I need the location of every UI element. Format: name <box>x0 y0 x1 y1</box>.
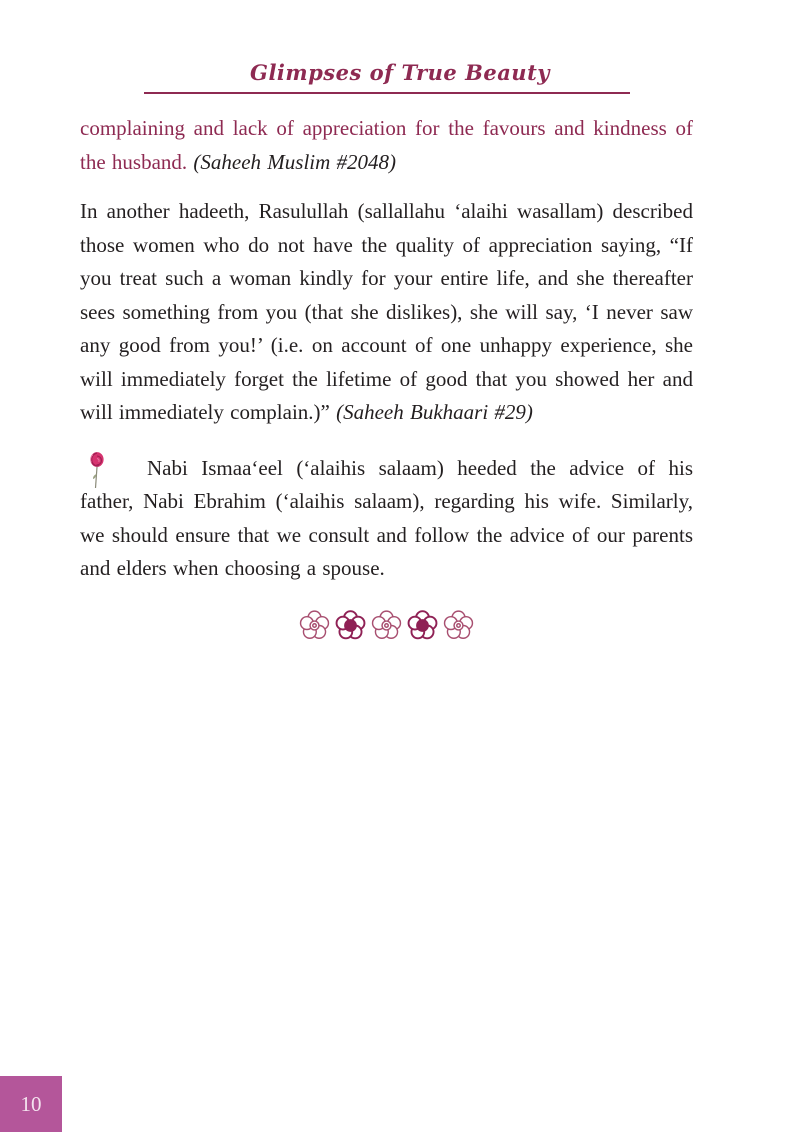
paragraph-text: Nabi Ismaa‘eel (‘alaihis salaam) heeded the advice of his father, Nabi Ebrahim (‘alaihis salaam), regarding his wife. Similarly, we should ensure that we consult and follow the advice of our parents and elders when choosing a spouse. <box>80 455 693 580</box>
header-rule <box>144 92 630 94</box>
page-number: 10 <box>20 1091 42 1116</box>
flower-outline-icon <box>371 610 402 641</box>
citation-saheeh-bukhaari: (Saheeh Bukhaari #29) <box>336 400 533 424</box>
page-content <box>80 112 693 641</box>
page-header <box>0 0 800 94</box>
page-number-badge <box>0 1076 62 1132</box>
paragraph-text: complaining and lack of appreciation for the favours and kindness of the husband. <box>80 116 693 174</box>
flower-outline-icon <box>299 610 330 641</box>
flower-filled-icon <box>407 610 438 641</box>
paragraph-hadith-muslim <box>80 112 693 179</box>
flower-filled-icon <box>335 610 366 641</box>
citation-saheeh-muslim: (Saheeh Muslim #2048) <box>193 149 397 174</box>
paragraph-advice <box>80 452 693 586</box>
paragraph-text: In another hadeeth, Rasulullah (sallallahu ‘alaihi wasallam) described those women who do not have the quality of appreciation saying, “If you treat such a woman kindly for your entire life, and she thereafter sees something from you (that she dislikes), she will say, ‘I never saw any good from you!’ (i.e. on account of one unhappy experience, she will immediately forget the lifetime of good that you showed her and will immediately complain.)” <box>80 199 693 424</box>
rose-icon <box>80 452 147 482</box>
paragraph-hadith-bukhaari <box>80 195 693 430</box>
flower-ornament-row <box>80 610 693 641</box>
book-title: Glimpses of True Beauty <box>250 60 550 85</box>
flower-outline-icon <box>443 610 474 641</box>
